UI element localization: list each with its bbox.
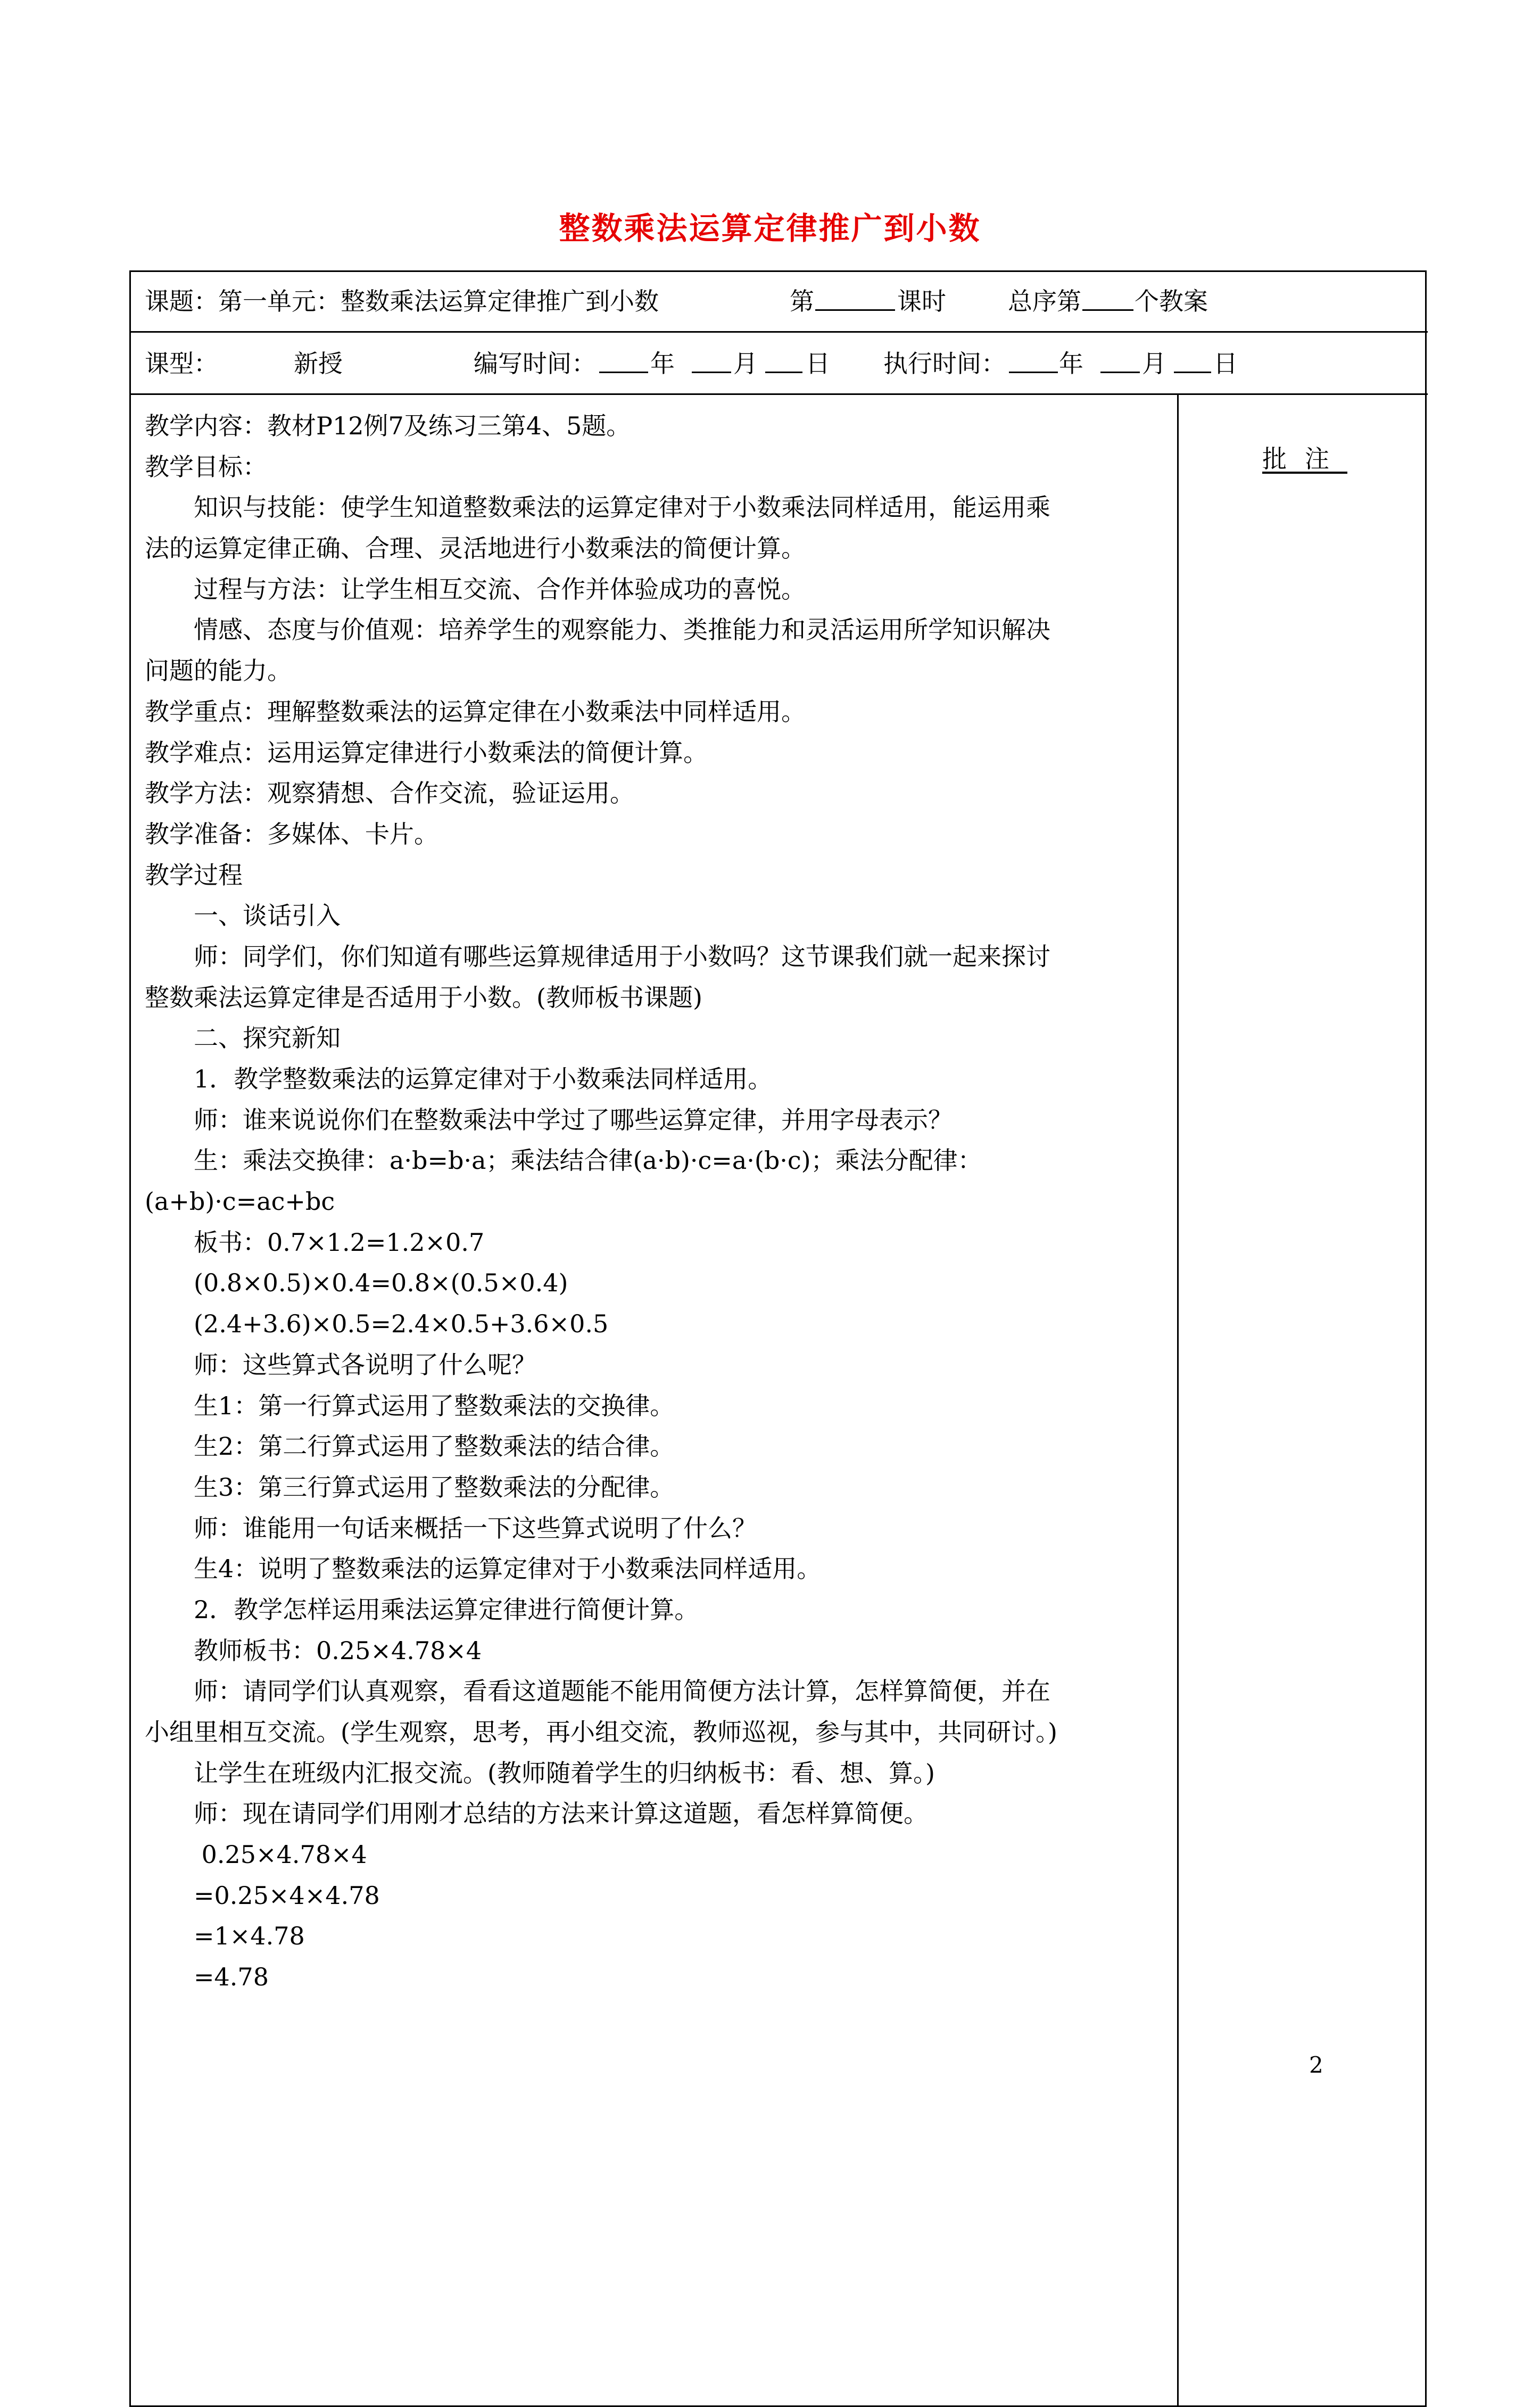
content-line: 师：同学们，你们知道有哪些运算规律适用于小数吗？这节课我们就一起来探讨 [194,942,1050,971]
write-day-label: 日 [806,349,830,378]
content-line: 过程与方法：让学生相互交流、合作并体验成功的喜悦。 [194,574,806,604]
type-label: 课型： [145,349,218,378]
content-line: 生3：第三行算式运用了整数乘法的分配律。 [194,1472,675,1502]
content-line: 问题的能力。 [145,656,292,686]
content-line: 小组里相互交流。(学生观察，思考，再小组交流，教师巡视，参与其中，共同研讨。) [145,1718,1057,1746]
document-title: 整数乘法运算定律推广到小数 [559,210,981,246]
write-time-label: 编写时间： [474,349,596,378]
content-line: (a+b)·c=ac+bc [145,1187,335,1216]
write-month-blank [692,344,731,373]
content-line: 生4：说明了整数乘法的运算定律对于小数乘法同样适用。 [194,1554,822,1584]
content-line: 教学准备：多媒体、卡片。 [145,819,438,848]
lesson-content [145,406,1166,1998]
content-line: 一、谈话引入 [194,901,341,930]
content-line: 1．教学整数乘法的运算定律对于小数乘法同样适用。 [194,1065,773,1093]
write-day-blank [765,344,802,373]
content-line: 教学方法：观察猜想、合作交流，验证运用。 [145,779,634,808]
type-value: 新授 [294,349,343,378]
exec-time-label: 执行时间： [883,349,1006,378]
content-line: =4.78 [194,1963,269,1992]
content-line: 教学内容：教材P12例7及练习三第4、5题。 [145,411,631,440]
content-line: 让学生在班级内汇报交流。(教师随着学生的归纳板书：看、想、算。) [194,1758,935,1787]
exec-year-blank [1009,344,1058,373]
exec-month-blank [1100,344,1140,373]
content-line: 师：现在请同学们用刚才总结的方法来计算这道题，看怎样算简便。 [194,1799,928,1828]
content-line: =0.25×4×4.78 [194,1881,380,1910]
order-prefix: 总序第 [1008,287,1081,316]
content-line: 2．教学怎样运用乘法运算定律进行简便计算。 [194,1595,699,1624]
content-line: 师：这些算式各说明了什么呢？ [194,1350,536,1379]
content-line: 二、探究新知 [194,1024,341,1053]
content-line: 生1：第一行算式运用了整数乘法的交换律。 [194,1391,675,1420]
content-line: 师：谁能用一句话来概括一下这些算式说明了什么？ [194,1513,757,1543]
content-line: (2.4+3.6)×0.5=2.4×0.5+3.6×0.5 [194,1309,609,1339]
lesson-suffix: 课时 [897,287,946,316]
content-line: 师：谁来说说你们在整数乘法中学过了哪些运算定律，并用字母表示？ [194,1105,953,1134]
subject-label: 课题：第一单元：整数乘法运算定律推广到小数 [145,287,659,316]
remark-heading: 批注 [1262,444,1347,473]
content-line: 知识与技能：使学生知道整数乘法的运算定律对于小数乘法同样适用，能运用乘 [194,493,1050,522]
content-line: 0.25×4.78×4 [194,1840,367,1869]
content-line: =1×4.78 [194,1922,305,1951]
content-line: 整数乘法运算定律是否适用于小数。(教师板书课题) [145,983,702,1012]
remark-column-divider [1177,395,1179,2407]
content-line: 教学重点：理解整数乘法的运算定律在小数乘法中同样适用。 [145,697,806,726]
lesson-number-blank [815,282,895,311]
content-line: (0.8×0.5)×0.4=0.8×(0.5×0.4) [194,1268,568,1298]
content-line: 教学过程 [145,860,243,889]
order-suffix: 个教案 [1135,287,1208,316]
content-line: 板书：0.7×1.2=1.2×0.7 [194,1227,485,1257]
lesson-prefix: 第 [790,287,814,316]
content-line: 情感、态度与价值观：培养学生的观察能力、类推能力和灵活运用所学知识解决 [194,615,1050,645]
content-line: 师：请同学们认真观察，看看这道题能不能用简便方法计算，怎样算简便，并在 [194,1677,1050,1706]
exec-month-label: 月 [1142,349,1166,378]
content-line: 生：乘法交换律：a·b=b·a；乘法结合律(a·b)·c=a·(b·c)；乘法分配律： [194,1146,982,1175]
content-line: 法的运算定律正确、合理、灵活地进行小数乘法的简便计算。 [145,534,806,563]
content-line: 教师板书：0.25×4.78×4 [194,1636,482,1665]
write-year-label: 年 [650,349,675,378]
exec-day-label: 日 [1213,349,1238,378]
write-month-label: 月 [733,349,758,378]
exec-day-blank [1174,344,1211,373]
page-number: 2 [1309,2052,1323,2078]
content-line: 生2：第二行算式运用了整数乘法的结合律。 [194,1432,675,1461]
content-line: 教学难点：运用运算定律进行小数乘法的简便计算。 [145,738,708,767]
content-line: 教学目标： [145,452,267,481]
write-year-blank [599,344,648,373]
exec-year-label: 年 [1059,349,1083,378]
order-number-blank [1082,282,1133,311]
